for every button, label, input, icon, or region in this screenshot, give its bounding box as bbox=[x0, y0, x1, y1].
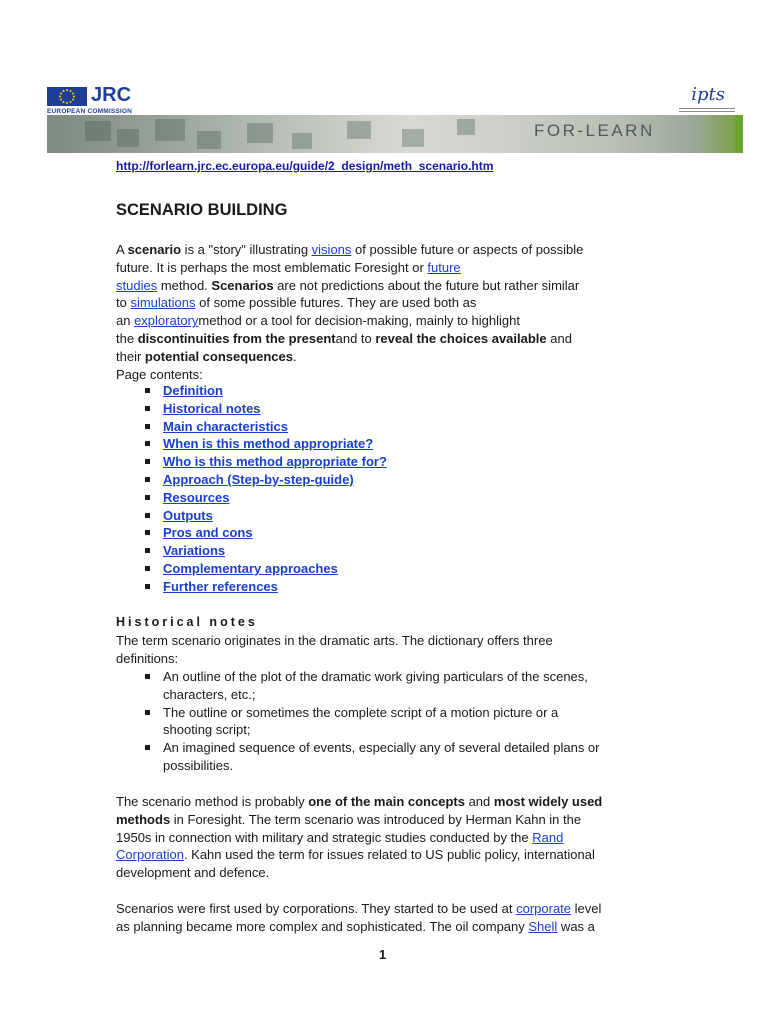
toc-item[interactable]: Approach (Step-by-step-guide) bbox=[116, 471, 387, 489]
ipts-logo bbox=[675, 84, 735, 114]
exploratory-link[interactable]: exploratory bbox=[134, 313, 199, 329]
future-studies-link-2[interactable]: studies bbox=[116, 277, 158, 293]
definitions-list bbox=[116, 668, 646, 775]
historical-notes-heading: Historical notes bbox=[116, 615, 258, 629]
shell-link[interactable]: Shell bbox=[528, 918, 558, 934]
corporate-link[interactable]: corporate bbox=[516, 901, 572, 916]
ipts-tagline-lines bbox=[679, 106, 735, 114]
jrc-wordmark: JRC bbox=[91, 84, 132, 106]
ipts-wordmark: ipts bbox=[691, 84, 725, 105]
forlearn-band bbox=[47, 115, 743, 153]
intro-paragraph: A scenario is a "story" illustrating visions of possible future or aspects of possible future. It is perhaps the most emblematic Foresight or future studies method. Scenarios are not predictions about the future but rather similar to simulations of some possible futures. They are used both as an exploratorymethod or a tool for decision-making, mainly to highlight the discontinuities from the presentand to reveal the choices available and their potential consequences. Page contents: bbox=[116, 241, 636, 383]
toc-item[interactable]: Complementary approaches bbox=[116, 560, 387, 578]
consequences-term: potential consequences bbox=[144, 348, 293, 364]
toc-item[interactable]: Definition bbox=[116, 382, 387, 400]
table-of-contents bbox=[116, 382, 387, 596]
reveal-choices-term: reveal the choices available bbox=[375, 330, 547, 346]
future-studies-link-1[interactable]: future bbox=[427, 259, 461, 275]
simulations-link[interactable]: simulations bbox=[130, 295, 196, 311]
toc-item[interactable]: Resources bbox=[116, 489, 387, 507]
page-contents-label: Page contents: bbox=[116, 366, 203, 382]
toc-item[interactable]: Main characteristics bbox=[116, 418, 387, 436]
toc-item[interactable]: Outputs bbox=[116, 507, 387, 525]
scenario-term: scenario bbox=[127, 242, 182, 257]
jrc-logo bbox=[47, 84, 153, 115]
header-banner bbox=[47, 78, 743, 154]
source-url-link[interactable]: http://forlearn.jrc.ec.europa.eu/guide/2_design/meth_scenario.htm bbox=[116, 159, 494, 173]
toc-item[interactable]: Pros and cons bbox=[116, 524, 387, 542]
forlearn-title: FOR-LEARN bbox=[534, 121, 655, 140]
list-item: The outline or sometimes the complete script of a motion picture or a shooting script; bbox=[116, 704, 646, 740]
list-item: An outline of the plot of the dramatic work giving particulars of the scenes, characters, etc.; bbox=[116, 668, 646, 704]
scenarios-term: Scenarios bbox=[211, 277, 274, 293]
toc-item[interactable]: Historical notes bbox=[116, 400, 387, 418]
rand-corporation-link-2[interactable]: Corporation bbox=[116, 847, 184, 863]
rand-corporation-link-1[interactable]: Rand bbox=[532, 829, 564, 845]
scenario-method-paragraph: The scenario method is probably one of the main concepts and most widely used methods in Foresight. The term scenario was introduced by Herman Kahn in the 1950s in connection with military and strategic studies conducted by the Rand Corporation. Kahn used the term for issues related to US public policy, international development and defence. bbox=[116, 794, 603, 881]
toc-item[interactable]: Variations bbox=[116, 542, 387, 560]
european-commission-label: EUROPEAN COMMISSION bbox=[47, 108, 133, 115]
visions-link[interactable]: visions bbox=[311, 242, 352, 257]
corporations-paragraph: Scenarios were first used by corporations. They started to be used at corporate level as planning became more complex and sophisticated. The oil company Shell was a bbox=[116, 901, 602, 934]
toc-item[interactable]: Further references bbox=[116, 578, 387, 596]
eu-flag-icon bbox=[47, 87, 87, 106]
toc-item[interactable]: Who is this method appropriate for? bbox=[116, 453, 387, 471]
page-title: SCENARIO BUILDING bbox=[116, 201, 288, 219]
list-item: An imagined sequence of events, especially any of several detailed plans or possibilities. bbox=[116, 739, 646, 775]
discontinuities-term: discontinuities from the present bbox=[137, 330, 336, 346]
toc-item[interactable]: When is this method appropriate? bbox=[116, 435, 387, 453]
historical-intro: The term scenario originates in the dramatic arts. The dictionary offers three definitions: bbox=[116, 633, 553, 666]
page-number: 1 bbox=[379, 947, 387, 962]
